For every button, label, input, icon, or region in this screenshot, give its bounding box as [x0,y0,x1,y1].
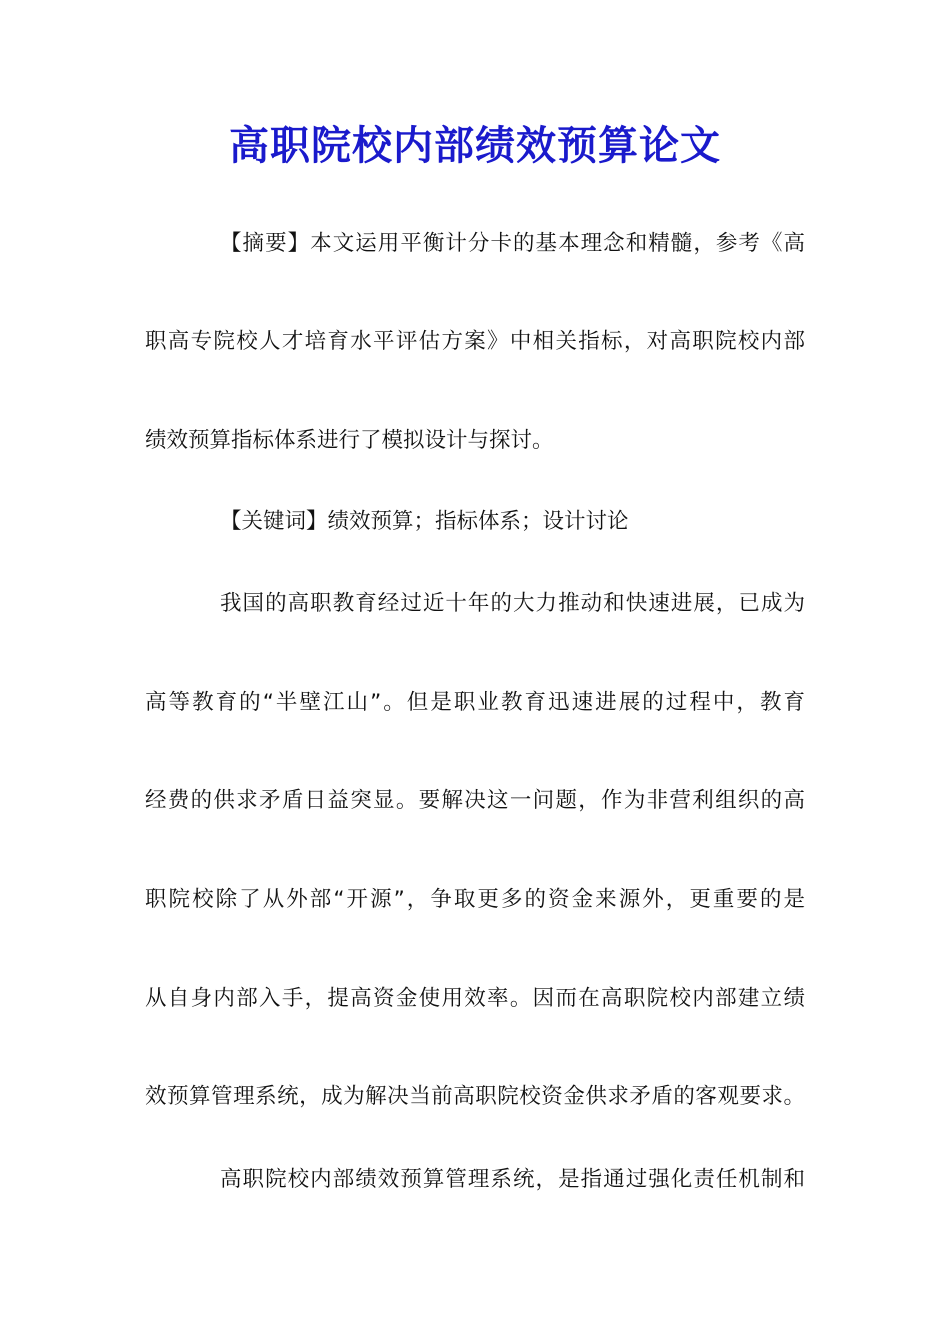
body-line-2: 高等教育的“半壁江山”。但是职业教育迅速进展的过程中，教育 [145,690,805,715]
body-line-1: 我国的高职教育经过近十年的大力推动和快速进展，已成为 [220,591,805,616]
keywords-line: 【关键词】绩效预算；指标体系；设计讨论 [220,509,629,534]
body-line-7: 高职院校内部绩效预算管理系统，是指通过强化责任机制和 [220,1167,805,1192]
abstract-line-1: 【摘要】本文运用平衡计分卡的基本理念和精髓，参考《高 [220,231,805,256]
body-line-5: 从自身内部入手，提高资金使用效率。因而在高职院校内部建立绩 [145,986,805,1011]
abstract-line-2: 职高专院校人才培育水平评估方案》中相关指标，对高职院校内部 [145,329,805,354]
document-title: 高职院校内部绩效预算论文 [229,122,721,169]
abstract-line-3: 绩效预算指标体系进行了模拟设计与探讨。 [145,428,554,453]
body-line-3: 经费的供求矛盾日益突显。要解决这一问题，作为非营利组织的高 [145,788,805,813]
body-line-4: 职院校除了从外部“开源”，争取更多的资金来源外，更重要的是 [145,887,805,912]
body-line-6: 效预算管理系统，成为解决当前高职院校资金供求矛盾的客观要求。 [145,1084,805,1109]
